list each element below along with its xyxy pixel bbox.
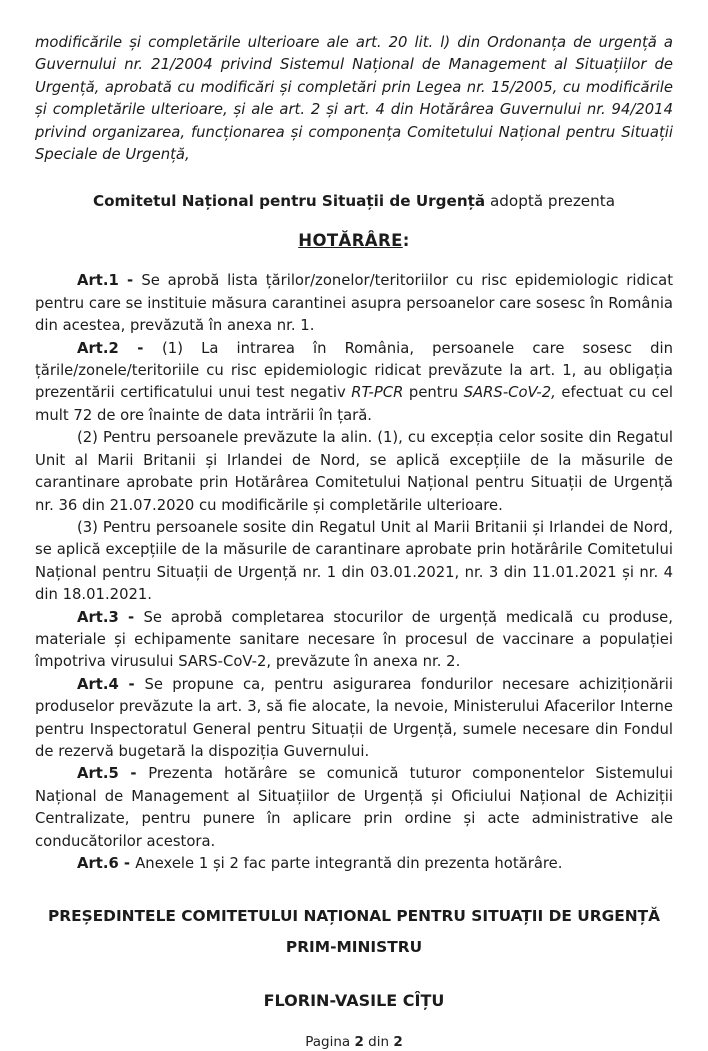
signature-role-line: PRIM-MINISTRU xyxy=(285,938,423,957)
adoption-rest: adoptă prezenta xyxy=(485,192,616,211)
intro-paragraph: modificările și completările ulterioare ale art. 20 lit. l) din Ordonanța de urgență a Guvernului nr. 21/2004 privind Sistemul Național de Management al Situațiilor de Urgență, aprobată cu modificări și completări prin Legea nr. 15/2005, cu modificările și completările ulterioare, și ale art. 2 și art. 4 din Hotărârea Guvernului nr. 94/2014 privind organizarea, funcționarea și componența Comitetului Național pentru Situații Speciale de Urgență, xyxy=(35,34,673,164)
article-2-1-sarscov2-italic: SARS-CoV-2, xyxy=(463,384,556,402)
article-2-1-text-a: (1) La intrarea în România, persoanele care sosesc din țările/zonele/teritoriile cu risc epidemiologic ridicat prevăzute la art. 1, au obligația prezentării certificatului unui test negativ xyxy=(35,339,673,402)
article-3-text: Se aprobă completarea stocurilor de urgență medicală cu produse, materiale și echipamente sanitare necesare în procesul de vaccinare a populației împotriva virusului SARS-CoV-2, prevăzute în anexa nr. 2. xyxy=(35,608,673,671)
article-3-label: Art.3 - xyxy=(77,608,144,626)
article-3-paragraph xyxy=(35,607,673,674)
article-2-paragraph-3 xyxy=(35,517,673,607)
article-6-label: Art.6 - xyxy=(77,855,136,872)
decision-title xyxy=(35,229,673,253)
adoption-committee-name: Comitetul Național pentru Situații de Urgență xyxy=(92,192,486,211)
article-1-text: Se aprobă lista țărilor/zonelor/teritoriilor cu risc epidemiologic ridicat pentru care se instituie măsura carantinei asupra persoanelor care sosesc în România din acestea, prevăzută în anexa nr. 1. xyxy=(35,272,673,335)
article-2-label: Art.2 - xyxy=(77,339,163,357)
adoption-line xyxy=(35,190,673,212)
article-2-3-text: (3) Pentru persoanele sosite din Regatul Unit al Marii Britanii și Irlandei de Nord, se aplică excepțiile de la măsurile de carantinare aprobate prin hotărârile Comitetului Național pentru Situații de Urgență nr. 1 din 03.01.2021, nr. 3 din 11.01.2021 și nr. 4 din 18.01.2021. xyxy=(35,518,673,604)
page-number-footer xyxy=(35,1033,673,1051)
article-2-paragraph-1 xyxy=(35,338,673,428)
article-1-paragraph xyxy=(35,270,673,337)
article-6-paragraph xyxy=(35,853,673,875)
article-5-paragraph xyxy=(35,763,673,853)
article-4-text: Se propune ca, pentru asigurarea fondurilor necesare achiziționării produselor prevăzute la art. 3, să fie alocate, la nevoie, Ministerului Afacerilor Interne pentru Inspectoratul General pentru Situații de Urgență, sumele necesare din Fondul de rezervă bugetară la dispoziția Guvernului. xyxy=(35,675,673,760)
article-2-paragraph-2 xyxy=(35,427,673,517)
decision-title-word: HOTĂRÂRE xyxy=(298,231,403,251)
article-4-paragraph xyxy=(35,674,673,764)
footer-pagina-label: Pagina xyxy=(305,1034,355,1051)
footer-current-page: 2 xyxy=(354,1034,364,1051)
article-2-1-text-c: efectuat cu cel mult 72 de ore înainte de data intrării în țară. xyxy=(35,384,673,424)
article-2-1-rtpcr-italic: RT-PCR xyxy=(351,384,404,402)
article-5-text: Prezenta hotărâre se comunică tuturor componentelor Sistemului Național de Management al Situațiilor de Urgență și Oficiului Național de Achiziții Centralizate, pentru punere în aplicare prin ordine și acte administrative ale conducătorilor acestora. xyxy=(35,765,673,850)
articles-section xyxy=(35,270,673,875)
article-4-label: Art.4 - xyxy=(77,675,145,693)
footer-din-label: din xyxy=(363,1034,394,1051)
article-2-1-text-b: pentru xyxy=(403,384,464,402)
article-1-label: Art.1 - xyxy=(77,272,142,290)
article-5-label: Art.5 - xyxy=(77,765,149,783)
decision-title-colon: : xyxy=(402,231,410,251)
signature-name: FLORIN-VASILE CÎȚU xyxy=(263,991,445,1011)
signature-president-line: PREȘEDINTELE COMITETULUI NAȚIONAL PENTRU SITUAȚII DE URGENȚĂ xyxy=(47,907,661,926)
signature-block xyxy=(35,901,673,963)
article-6-text: Anexele 1 și 2 fac parte integrantă din prezenta hotărâre. xyxy=(135,855,563,872)
footer-total-pages: 2 xyxy=(393,1034,403,1051)
article-2-2-text: (2) Pentru persoanele prevăzute la alin. (1), cu excepția celor sosite din Regatul Unit al Marii Britanii și Irlandei de Nord, se aplică excepțiile de la măsurile de carantinare aprobate prin Hotărârea Comitetului Național pentru Situații de Urgență nr. 36 din 21.07.2020 cu modificările și completările ulterioare. xyxy=(35,429,673,514)
